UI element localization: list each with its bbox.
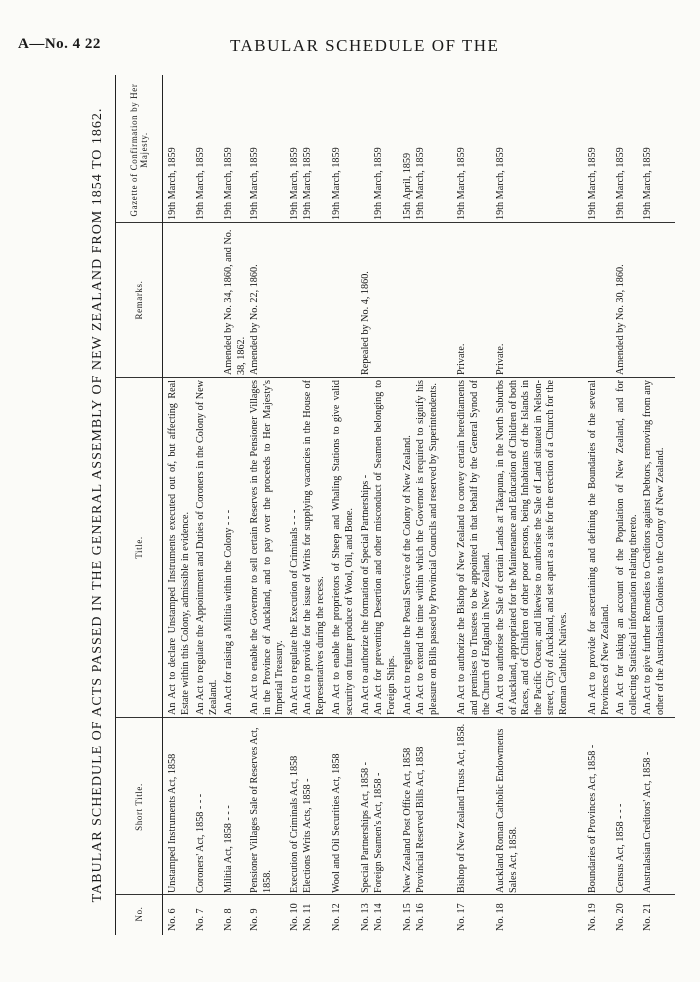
col-header-short-title: Short Title.: [133, 783, 144, 831]
row-number: No. 15: [402, 903, 413, 931]
row-number: No. 7: [195, 908, 206, 931]
row-number: No. 6: [167, 908, 178, 931]
col-header-gazette: Gazette of Confirmation by Her Majesty.: [128, 83, 149, 217]
row-remarks: Amended by No. 22, 1860.: [249, 264, 260, 375]
row-gazette: 19th March, 1859: [373, 147, 384, 220]
row-gazette: 19th March, 1859: [331, 147, 342, 220]
row-short-title: Militia Act, 1858 - - -: [223, 805, 234, 893]
row-gazette: 19th March, 1859: [587, 147, 598, 220]
column-rule: [115, 222, 675, 223]
row-number: No. 11: [302, 903, 313, 931]
row-gazette: 19th March, 1859: [642, 147, 653, 220]
row-title: An Act to authorize the formation of Special Partnerships -: [360, 474, 371, 715]
row-title: An Act to give further Remedies to Creditors against Debtors, removing from any other of the Australasian Colonies to the Colony of New Zealand.: [642, 380, 666, 715]
row-number: No. 17: [456, 903, 467, 931]
col-header-title: Title.: [133, 536, 144, 559]
column-rule: [115, 377, 675, 378]
row-gazette: 19th March, 1859: [456, 147, 467, 220]
col-header-no: No.: [133, 906, 144, 922]
row-gazette: 15th April, 1859: [402, 152, 413, 220]
row-title: An Act to declare Unstamped Instruments executed out of, but affecting Real Estate within this Colony, admissible in evidence.: [167, 380, 191, 715]
row-number: No. 10: [289, 903, 300, 931]
row-title: An Act for taking an account of the Population of New Zealand, and for collecting Statistical information relating thereto.: [615, 380, 639, 715]
row-title: An Act to regulate the Execution of Criminals - - -: [289, 509, 300, 715]
row-short-title: Elections Writs Acts, 1858 -: [302, 778, 313, 893]
row-short-title: Boundaries of Provinces Act, 1858 -: [587, 744, 598, 893]
row-number: No. 9: [249, 908, 260, 931]
row-short-title: Execution of Criminals Act, 1858: [289, 755, 300, 893]
page-number-ref: A—No. 4 22: [18, 36, 101, 52]
row-short-title: Australasian Creditors' Act, 1858 -: [642, 751, 653, 893]
row-gazette: 19th March, 1859: [167, 147, 178, 220]
rotated-schedule: [90, 75, 675, 935]
row-title: An Act for preventing Desertion and other misconduct of Seamen belonging to Foreign Ships.: [373, 380, 397, 715]
row-number: No. 13: [360, 903, 371, 931]
row-title: An Act to authorize the Bishop of New Zealand to convey certain hereditaments and premises to Trustees to be appointed in that behalf by the General Synod of the Church of England in New Zealand.: [456, 380, 493, 715]
row-number: No. 20: [615, 903, 626, 931]
row-gazette: 19th March, 1859: [495, 147, 506, 220]
row-title: An Act to provide for ascertaining and defining the Boundaries of the several Provinces of New Zealand.: [587, 380, 611, 715]
row-title: An Act to regulate the Postal Service of the Colony of New Zealand.: [402, 435, 413, 715]
row-gazette: 19th March, 1859: [195, 147, 206, 220]
row-title: An Act for raising a Militia within the Colony - - -: [223, 509, 234, 715]
row-short-title: Foreign Seamen's Act, 1858 -: [373, 772, 384, 893]
row-short-title: Coroners' Act, 1858 - - -: [195, 793, 206, 893]
row-short-title: Bishop of New Zealand Trusts Act, 1858.: [456, 723, 467, 893]
row-title: An Act to enable the proprietors of Sheep and Whaling Stations to give valid security on future produce of Wool, Oil, and Bone.: [331, 380, 355, 715]
row-short-title: Census Act, 1858 - - -: [615, 803, 626, 893]
row-number: No. 14: [373, 903, 384, 931]
row-remarks: Private.: [456, 343, 467, 375]
row-gazette: 19th March, 1859: [223, 147, 234, 220]
row-remarks: Amended by No. 30, 1860.: [615, 264, 626, 375]
row-title: An Act to enable the Governor to sell certain Reserves in the Pensioner Villages in the Province of Auckland, and to pay over the proceeds to Her Majesty's Imperial Treasury.: [249, 380, 286, 715]
row-gazette: 19th March, 1859: [415, 147, 426, 220]
row-gazette: 19th March, 1859: [289, 147, 300, 220]
row-gazette: 19th March, 1859: [615, 147, 626, 220]
running-head: TABULAR SCHEDULE OF THE: [230, 36, 500, 55]
row-gazette: 19th March, 1859: [302, 147, 313, 220]
row-short-title: Unstamped Instruments Act, 1858: [167, 753, 178, 893]
row-remarks: Repealed by No. 4, 1860.: [360, 271, 371, 375]
column-rule: [115, 894, 675, 895]
row-short-title: Auckland Roman Catholic Endowments Sales Act, 1858.: [495, 728, 519, 893]
row-remarks: Amended by No. 34, 1860, and No. 38, 1862.: [223, 229, 247, 375]
row-number: No. 12: [331, 903, 342, 931]
row-title: An Act to regulate the Appointment and Duties of Coroners in the Colony of New Zealand.: [195, 380, 219, 715]
row-number: No. 18: [495, 903, 506, 931]
col-header-remarks: Remarks.: [133, 280, 144, 320]
table-header: [115, 75, 163, 935]
row-number: No. 8: [223, 908, 234, 931]
row-title: An Act to provide for the issue of Writs for supplying vacancies in the House of Representatives during the recess.: [302, 380, 326, 715]
row-title: An Act to authorise the Sale of certain Lands at Takapuna, in the North Suburbs of Auckland, appropriated for the Maintenance and Education of Children of both Races, and of Children of other poor persons, being Inhabitants of the Islands in the Pacific Ocean; and likewise to authorise the Sale of Land situated in Nelson-street, City of Auckland, and set apart as a site for the erection of a Church for the Roman Catholic Natives.: [495, 380, 569, 715]
column-rule: [115, 717, 675, 718]
row-remarks: Private.: [495, 343, 506, 375]
row-number: No. 21: [642, 903, 653, 931]
row-short-title: Wool and Oil Securities Act, 1858: [331, 753, 342, 893]
row-number: No. 19: [587, 903, 598, 931]
row-short-title: Pensioner Villages Sale of Reserves Act, 1858.: [249, 727, 273, 893]
schedule-title: TABULAR SCHEDULE OF ACTS PASSED IN THE GENERAL ASSEMBLY OF NEW ZEALAND FROM 1854 TO 1862.: [90, 107, 105, 903]
row-short-title: New Zealand Post Office Act, 1858: [402, 747, 413, 893]
row-gazette: 19th March, 1859: [249, 147, 260, 220]
row-title: An Act to extend the time within which the Governor is required to signify his pleasure on Bills passed by Provincial Councils and reserved by Superintendents.: [415, 380, 439, 715]
row-number: No. 16: [415, 903, 426, 931]
row-short-title: Provincial Reserved Bills Act, 1858: [415, 746, 426, 893]
row-short-title: Special Partnerships Act, 1858 -: [360, 762, 371, 893]
